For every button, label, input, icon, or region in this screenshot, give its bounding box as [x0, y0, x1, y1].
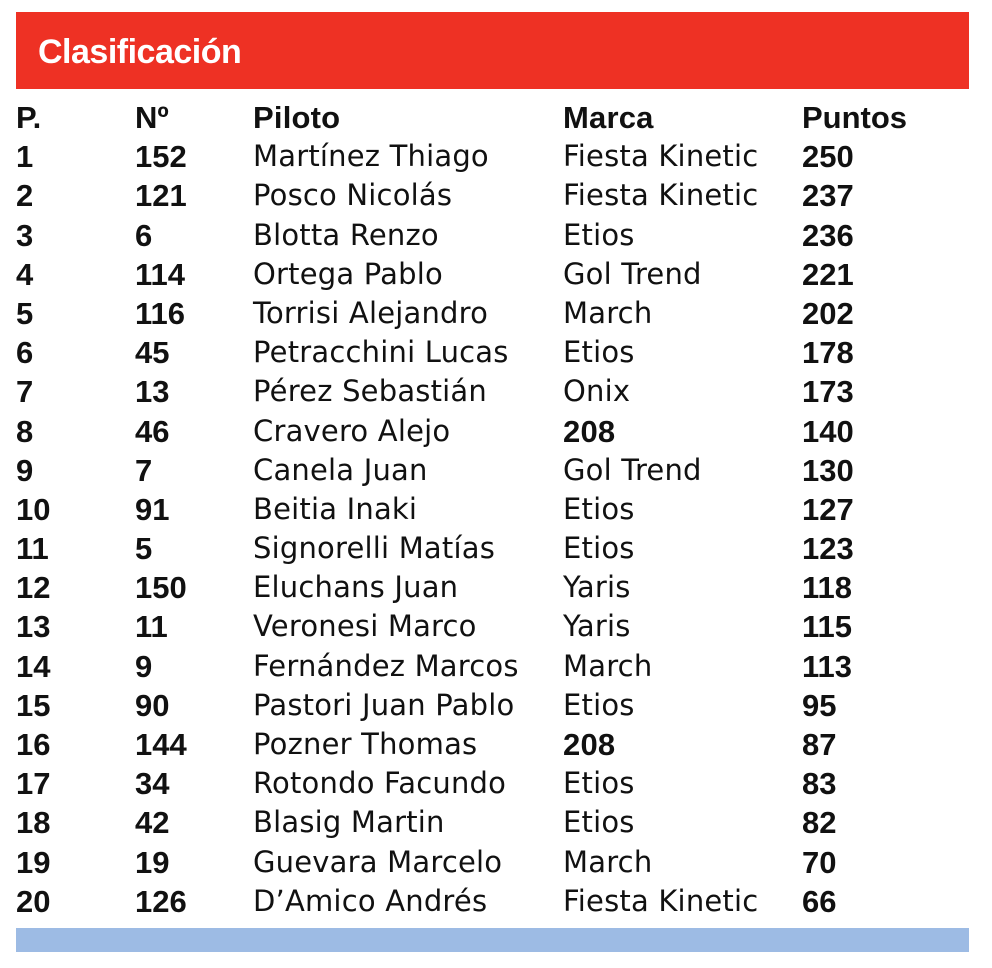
- cell-brand: Onix: [563, 374, 631, 409]
- table-body: [16, 137, 969, 921]
- cell-points: 237: [802, 178, 854, 214]
- table-row: [16, 333, 969, 372]
- cell-number: 45: [135, 335, 170, 371]
- cell-driver: Blasig Martin: [253, 805, 445, 840]
- cell-brand: Etios: [563, 766, 635, 801]
- cell-points: 127: [802, 491, 854, 527]
- cell-brand: March: [563, 295, 653, 330]
- table-row: [16, 764, 969, 803]
- cell-position: 9: [16, 452, 34, 488]
- cell-brand: Etios: [563, 217, 635, 252]
- cell-brand: Gol Trend: [563, 452, 702, 487]
- cell-points: 118: [802, 570, 853, 606]
- table-row: [16, 294, 969, 333]
- cell-position: 4: [16, 256, 34, 292]
- cell-driver: Guevara Marcelo: [253, 844, 503, 879]
- cell-brand: Yaris: [563, 570, 631, 605]
- cell-driver: Eluchans Juan: [253, 570, 459, 605]
- cell-driver: Blotta Renzo: [253, 217, 439, 252]
- table-row: [16, 490, 969, 529]
- cell-position: 11: [16, 531, 49, 567]
- cell-brand: Etios: [563, 805, 635, 840]
- cell-points: 83: [802, 766, 837, 802]
- cell-position: 3: [16, 217, 34, 253]
- cell-position: 6: [16, 335, 34, 371]
- table-row: [16, 725, 969, 764]
- table-row: [16, 607, 969, 646]
- cell-points: 173: [802, 374, 854, 410]
- table-row: [16, 529, 969, 568]
- cell-brand: Etios: [563, 531, 635, 566]
- cell-driver: Rotondo Facundo: [253, 766, 507, 801]
- table-row: [16, 882, 969, 921]
- cell-number: 150: [135, 570, 187, 606]
- column-header-brand: Marca: [563, 100, 654, 135]
- cell-number: 6: [135, 217, 153, 253]
- cell-driver: Fernández Marcos: [253, 648, 519, 683]
- title-banner: [16, 12, 969, 89]
- cell-driver: Veronesi Marco: [253, 609, 477, 644]
- cell-points: 87: [802, 727, 837, 762]
- cell-number: 7: [135, 452, 153, 488]
- page-title: Clasificación: [38, 33, 242, 71]
- cell-driver: Signorelli Matías: [253, 531, 496, 566]
- cell-driver: D’Amico Andrés: [253, 883, 488, 918]
- cell-driver: Ortega Pablo: [253, 256, 443, 291]
- cell-brand: Etios: [563, 335, 635, 370]
- cell-position: 2: [16, 178, 34, 214]
- table-header-row: [16, 98, 969, 137]
- cell-brand: Fiesta Kinetic: [563, 178, 759, 213]
- cell-points: 123: [802, 531, 854, 567]
- cell-points: 202: [802, 295, 854, 331]
- cell-number: 11: [135, 609, 168, 645]
- table-row: [16, 216, 969, 255]
- cell-number: 121: [135, 178, 187, 214]
- cell-brand: Fiesta Kinetic: [563, 139, 759, 174]
- cell-points: 70: [802, 844, 837, 880]
- column-header-position: P.: [16, 100, 42, 135]
- cell-points: 66: [802, 883, 837, 919]
- cell-number: 116: [135, 295, 186, 331]
- cell-position: 1: [16, 139, 34, 175]
- cell-brand: 208: [563, 413, 616, 449]
- cell-points: 221: [802, 256, 854, 292]
- cell-brand: March: [563, 844, 653, 879]
- cell-brand: Gol Trend: [563, 256, 702, 291]
- standings-table: [16, 98, 969, 921]
- cell-position: 7: [16, 374, 34, 410]
- cell-number: 91: [135, 491, 170, 527]
- table-row: [16, 412, 969, 451]
- cell-number: 9: [135, 648, 153, 684]
- cell-driver: Pozner Thomas: [253, 727, 478, 761]
- column-header-points: Puntos: [802, 100, 908, 135]
- cell-position: 14: [16, 648, 51, 684]
- cell-number: 19: [135, 844, 170, 880]
- cell-points: 113: [802, 648, 853, 684]
- cell-position: 19: [16, 844, 51, 880]
- cell-number: 5: [135, 531, 153, 567]
- table-row: [16, 137, 969, 176]
- cell-position: 10: [16, 491, 51, 527]
- table-row: [16, 843, 969, 882]
- cell-position: 5: [16, 295, 34, 331]
- table-row: [16, 255, 969, 294]
- cell-driver: Canela Juan: [253, 452, 428, 487]
- cell-position: 17: [16, 766, 51, 802]
- cell-brand: Etios: [563, 687, 635, 722]
- cell-points: 115: [802, 609, 853, 645]
- cell-position: 15: [16, 687, 51, 723]
- cell-points: 236: [802, 217, 854, 253]
- cell-number: 42: [135, 805, 170, 841]
- cell-brand: Etios: [563, 491, 635, 526]
- cell-driver: Cravero Alejo: [253, 413, 451, 448]
- column-header-number: Nº: [135, 100, 169, 135]
- cell-position: 20: [16, 883, 51, 919]
- table-row: [16, 176, 969, 215]
- cell-number: 34: [135, 766, 170, 802]
- cell-points: 95: [802, 687, 837, 723]
- cell-driver: Martínez Thiago: [253, 139, 489, 174]
- cell-number: 144: [135, 727, 187, 762]
- cell-brand: Fiesta Kinetic: [563, 883, 759, 918]
- cell-driver: Torrisi Alejandro: [253, 295, 489, 330]
- table-row: [16, 686, 969, 725]
- cell-driver: Petracchini Lucas: [253, 335, 509, 370]
- cell-number: 152: [135, 139, 187, 175]
- cell-number: 90: [135, 687, 170, 723]
- cell-driver: Pérez Sebastián: [253, 374, 487, 409]
- cell-driver: Pastori Juan Pablo: [253, 687, 515, 722]
- cell-position: 12: [16, 570, 51, 606]
- cell-position: 18: [16, 805, 51, 841]
- cell-brand: Yaris: [563, 609, 631, 644]
- table-row: [16, 647, 969, 686]
- cell-position: 13: [16, 609, 51, 645]
- cell-points: 140: [802, 413, 854, 449]
- cell-brand: March: [563, 648, 653, 683]
- cell-number: 114: [135, 256, 186, 292]
- column-header-driver: Piloto: [253, 100, 341, 135]
- table-row: [16, 372, 969, 411]
- cell-points: 82: [802, 805, 837, 841]
- cell-driver: Posco Nicolás: [253, 178, 453, 213]
- table-row: [16, 803, 969, 842]
- cell-points: 178: [802, 335, 854, 371]
- cell-number: 46: [135, 413, 170, 449]
- table-row: [16, 568, 969, 607]
- cell-points: 250: [802, 139, 854, 175]
- footer-bar: [16, 928, 969, 952]
- table-row: [16, 451, 969, 490]
- cell-position: 8: [16, 413, 34, 449]
- cell-number: 126: [135, 883, 187, 919]
- cell-points: 130: [802, 452, 854, 488]
- cell-number: 13: [135, 374, 170, 410]
- cell-position: 16: [16, 727, 51, 762]
- cell-driver: Beitia Inaki: [253, 491, 418, 526]
- cell-brand: 208: [563, 727, 616, 762]
